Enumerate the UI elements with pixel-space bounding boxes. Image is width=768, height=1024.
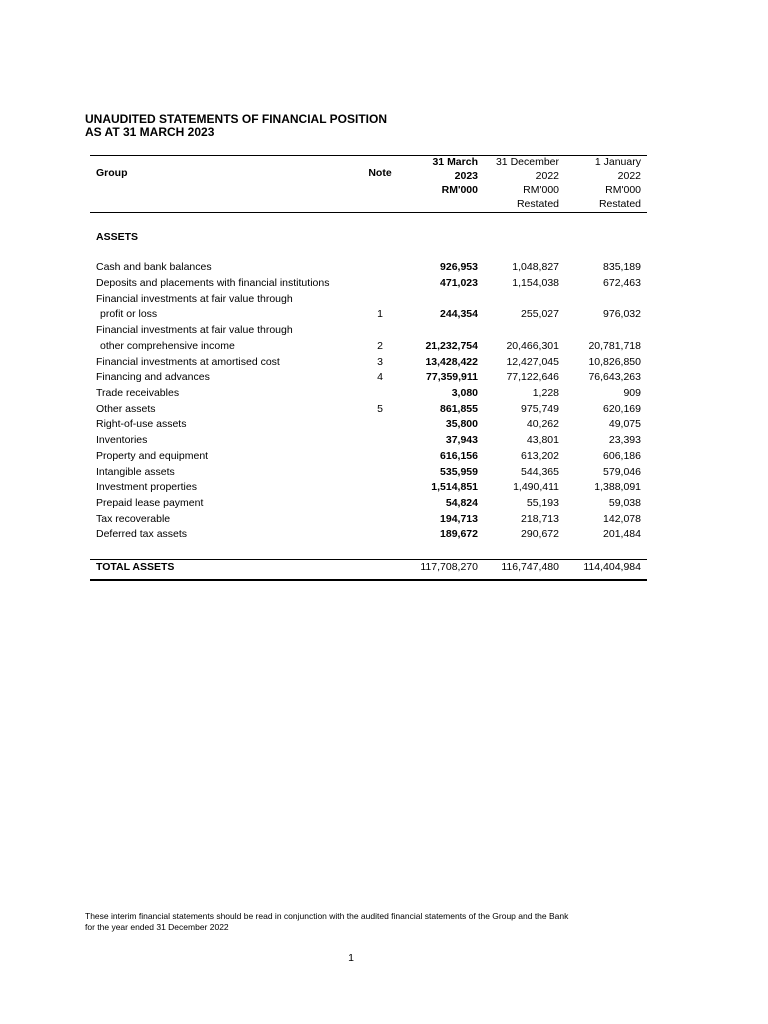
row-label: Deposits and placements with financial institutions bbox=[96, 277, 330, 289]
row-note: 2 bbox=[377, 340, 383, 352]
row-col1: 926,953 bbox=[440, 261, 478, 273]
row-col3: 835,189 bbox=[603, 261, 641, 273]
row-label: profit or loss bbox=[100, 308, 158, 320]
row-label: Deferred tax assets bbox=[96, 528, 188, 540]
document-title bbox=[85, 113, 387, 139]
row-col1: 471,023 bbox=[440, 277, 478, 289]
row-label: Right-of-use assets bbox=[96, 418, 187, 430]
row-col1: 13,428,422 bbox=[425, 356, 478, 368]
header-col2-line: 2022 bbox=[535, 170, 559, 182]
row-col1: 616,156 bbox=[440, 450, 478, 462]
row-label: Intangible assets bbox=[96, 466, 175, 478]
total-label: TOTAL ASSETS bbox=[96, 561, 175, 573]
table-row bbox=[90, 527, 647, 542]
row-col2: 1,490,411 bbox=[513, 481, 559, 493]
header-col1-line: 2023 bbox=[454, 170, 478, 182]
row-col3: 1,388,091 bbox=[594, 481, 641, 493]
row-col3: 579,046 bbox=[603, 466, 641, 478]
row-label: Tax recoverable bbox=[96, 513, 171, 525]
header-col2-line: Restated bbox=[516, 198, 559, 210]
table-row bbox=[90, 355, 647, 370]
header-col1-line: RM'000 bbox=[441, 184, 478, 196]
row-col3: 620,169 bbox=[603, 403, 641, 415]
row-col1: 3,080 bbox=[451, 387, 478, 399]
row-label: Trade receivables bbox=[96, 387, 180, 399]
row-col1: 535,959 bbox=[440, 466, 478, 478]
row-col2: 255,027 bbox=[521, 308, 559, 320]
row-col2: 40,262 bbox=[526, 418, 559, 430]
row-label: Financing and advances bbox=[96, 371, 210, 383]
table-row bbox=[90, 339, 647, 354]
header-col3-line: Restated bbox=[598, 198, 641, 210]
row-col3: 76,643,263 bbox=[588, 371, 641, 383]
table-row bbox=[90, 402, 647, 417]
total-col2: 116,747,480 bbox=[501, 561, 559, 573]
table-row bbox=[90, 370, 647, 385]
header-bottom-rule bbox=[90, 212, 647, 213]
total-bottom-rule bbox=[90, 579, 647, 581]
table-row bbox=[90, 433, 647, 448]
header-col2-line: RM'000 bbox=[523, 184, 559, 196]
row-label: Investment properties bbox=[96, 481, 197, 493]
table-row bbox=[90, 386, 647, 401]
total-col3: 114,404,984 bbox=[583, 561, 641, 573]
table-row bbox=[90, 260, 647, 275]
table-row bbox=[90, 480, 647, 495]
header-note: Note bbox=[368, 167, 392, 179]
footnote-line-1: These interim financial statements should be read in conjunction with the audited financial statements of the Group and the Bank bbox=[85, 911, 569, 921]
row-col1: 35,800 bbox=[445, 418, 478, 430]
row-col2: 290,672 bbox=[521, 528, 559, 540]
table-row bbox=[90, 512, 647, 527]
row-label: Financial investments at fair value through bbox=[96, 324, 293, 336]
row-label: Inventories bbox=[96, 434, 148, 446]
row-label: other comprehensive income bbox=[100, 340, 235, 352]
row-col1: 54,824 bbox=[445, 497, 478, 509]
page-number: 1 bbox=[348, 952, 354, 964]
row-col3: 59,038 bbox=[608, 497, 641, 509]
header-col3-line: 1 January bbox=[594, 156, 641, 168]
row-col1: 1,514,851 bbox=[431, 481, 478, 493]
table-row bbox=[90, 496, 647, 511]
row-col1: 77,359,911 bbox=[426, 371, 478, 383]
row-col2: 1,228 bbox=[532, 387, 559, 399]
row-col3: 142,078 bbox=[603, 513, 641, 525]
header-col2-line: 31 December bbox=[495, 156, 559, 168]
header-col-31-december-2022 bbox=[496, 155, 559, 211]
row-col3: 909 bbox=[623, 387, 641, 399]
row-note: 3 bbox=[377, 356, 383, 368]
table-row bbox=[90, 323, 647, 338]
row-col3: 606,186 bbox=[603, 450, 641, 462]
row-col2: 544,365 bbox=[521, 466, 559, 478]
row-col3: 23,393 bbox=[608, 434, 641, 446]
row-col3: 10,826,850 bbox=[588, 356, 641, 368]
row-col2: 55,193 bbox=[526, 497, 559, 509]
row-col2: 43,801 bbox=[526, 434, 559, 446]
table-row bbox=[90, 307, 647, 322]
table-row bbox=[90, 276, 647, 291]
row-col3: 20,781,718 bbox=[588, 340, 641, 352]
row-label: Property and equipment bbox=[96, 450, 209, 462]
row-col2: 12,427,045 bbox=[506, 356, 559, 368]
total-row bbox=[90, 560, 647, 575]
title-line-1: UNAUDITED STATEMENTS OF FINANCIAL POSITION bbox=[85, 112, 387, 126]
row-col3: 976,032 bbox=[603, 308, 641, 320]
row-col3: 672,463 bbox=[603, 277, 641, 289]
title-line-2: AS AT 31 MARCH 2023 bbox=[85, 125, 215, 139]
section-heading-assets: ASSETS bbox=[96, 231, 139, 243]
row-col2: 77,122,646 bbox=[506, 371, 559, 383]
row-col2: 1,048,827 bbox=[512, 261, 559, 273]
row-col1: 244,354 bbox=[440, 308, 478, 320]
row-col2: 613,202 bbox=[521, 450, 559, 462]
header-col1-line: 31 March bbox=[432, 156, 478, 168]
row-col2: 218,713 bbox=[521, 513, 559, 525]
header-col3-line: 2022 bbox=[617, 170, 641, 182]
row-label: Other assets bbox=[96, 403, 156, 415]
row-col2: 1,154,038 bbox=[512, 277, 559, 289]
row-label: Prepaid lease payment bbox=[96, 497, 204, 509]
table-row bbox=[90, 417, 647, 432]
header-col-1-january-2022 bbox=[595, 155, 641, 211]
row-label: Financial investments at amortised cost bbox=[96, 356, 280, 368]
row-col2: 975,749 bbox=[521, 403, 559, 415]
row-note: 4 bbox=[377, 371, 383, 383]
row-col1: 194,713 bbox=[440, 513, 478, 525]
row-label: Financial investments at fair value through bbox=[96, 293, 293, 305]
row-col2: 20,466,301 bbox=[506, 340, 559, 352]
table-row bbox=[90, 292, 647, 307]
table-row bbox=[90, 465, 647, 480]
header-col3-line: RM'000 bbox=[605, 184, 641, 196]
row-note: 1 bbox=[377, 308, 383, 320]
row-col1: 21,232,754 bbox=[425, 340, 478, 352]
table-header bbox=[90, 155, 647, 212]
row-col1: 189,672 bbox=[440, 528, 478, 540]
header-group: Group bbox=[96, 167, 128, 179]
footnote-line-2: for the year ended 31 December 2022 bbox=[85, 922, 229, 932]
row-col1: 861,855 bbox=[440, 403, 478, 415]
row-col3: 201,484 bbox=[603, 528, 641, 540]
table-row bbox=[90, 449, 647, 464]
total-col1: 117,708,270 bbox=[420, 561, 478, 573]
footnote bbox=[85, 911, 685, 933]
row-col1: 37,943 bbox=[445, 434, 478, 446]
header-col-31-march-2023 bbox=[432, 155, 478, 197]
row-col3: 49,075 bbox=[608, 418, 641, 430]
row-note: 5 bbox=[377, 403, 383, 415]
row-label: Cash and bank balances bbox=[96, 261, 212, 273]
